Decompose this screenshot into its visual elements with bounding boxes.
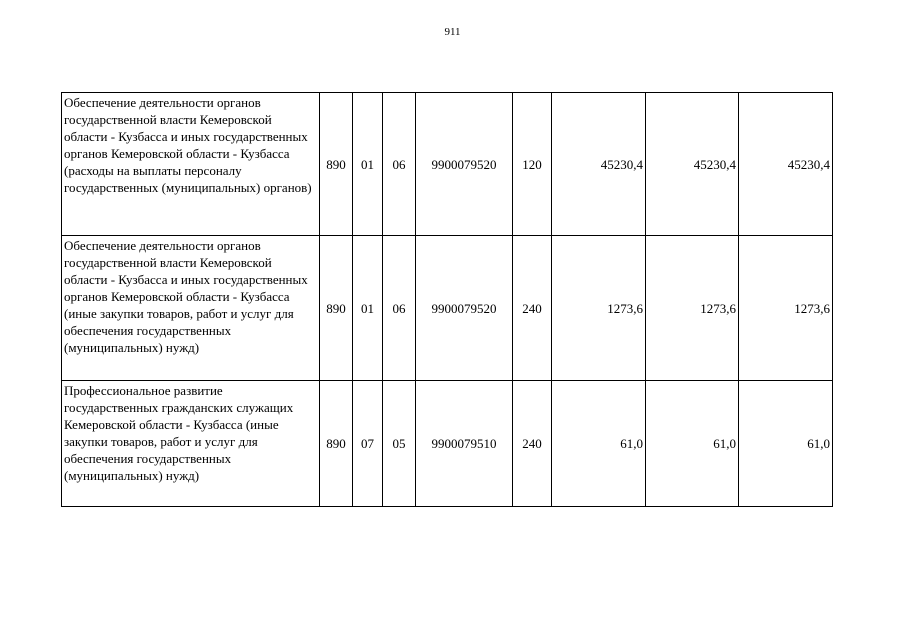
table-row [62,93,833,236]
amount-1: 61,0 [552,381,646,507]
row-description: Обеспечение деятельности органов государственной власти Кемеровской области - Кузбасса и иных государственных органов Кемеровской области - Кузбасса (расходы на выплаты персоналу государственных (муниципальных) органов) [62,93,320,236]
expense-type-code: 240 [513,236,552,381]
amount-1: 1273,6 [552,236,646,381]
target-article-code: 9900079510 [416,381,513,507]
ministry-code: 890 [320,93,353,236]
amount-2: 1273,6 [646,236,739,381]
amount-1: 45230,4 [552,93,646,236]
ministry-code: 890 [320,381,353,507]
expense-type-code: 120 [513,93,552,236]
row-description: Обеспечение деятельности органов государственной власти Кемеровской области - Кузбасса и иных государственных органов Кемеровской области - Кузбасса (иные закупки товаров, работ и услуг для обеспечения государственных (муниципальных) нужд) [62,236,320,381]
ministry-code: 890 [320,236,353,381]
table-row [62,381,833,507]
amount-2: 61,0 [646,381,739,507]
subsection-code: 06 [383,236,416,381]
amount-2: 45230,4 [646,93,739,236]
section-code: 07 [353,381,383,507]
amount-3: 1273,6 [739,236,833,381]
target-article-code: 9900079520 [416,236,513,381]
amount-3: 61,0 [739,381,833,507]
amount-3: 45230,4 [739,93,833,236]
section-code: 01 [353,93,383,236]
target-article-code: 9900079520 [416,93,513,236]
row-description: Профессиональное развитие государственных гражданских служащих Кемеровской области - Кузбасса (иные закупки товаров, работ и услуг для обеспечения государственных (муниципальных) нужд) [62,381,320,507]
budget-table [61,92,833,507]
subsection-code: 06 [383,93,416,236]
subsection-code: 05 [383,381,416,507]
page-number: 911 [444,26,461,38]
expense-type-code: 240 [513,381,552,507]
section-code: 01 [353,236,383,381]
table-row [62,236,833,381]
